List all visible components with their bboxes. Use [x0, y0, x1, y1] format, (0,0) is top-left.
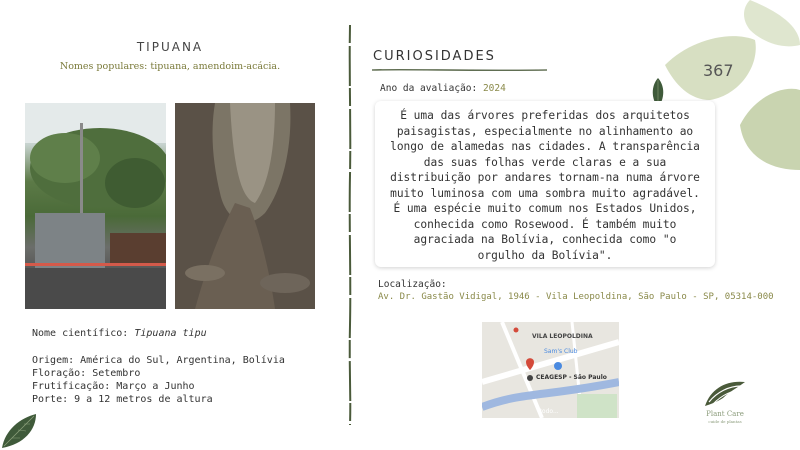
location-address: Av. Dr. Gastão Vidigal, 1946 - Vila Leopoldina, São Paulo - SP, 05314-000 — [378, 292, 774, 302]
map-place-label: CEAGESP - São Paulo — [536, 374, 607, 381]
page-number: 367 — [703, 61, 734, 80]
location-map[interactable] — [482, 322, 619, 418]
heading-underline — [372, 68, 547, 72]
curiosities-heading: CURIOSIDADES — [373, 49, 496, 64]
scientific-name — [32, 328, 207, 340]
plant-title: TIPUANA — [136, 40, 204, 54]
curiosity-text: É uma das árvores preferidas dos arquitetos paisagistas, especialmente no alinhamento ao longo de alamedas nas cidades. A transparência das suas folhas verde claras e a sua distribuição por andares tornam-na numa árvore muito luminosa com uma sombra muito agradável. É uma espécie muito comum nos Estados Unidos, conhecida como Rosewood. É também muito agraciada na Bolívia, conhecida como "o orgulho da Bolívia". — [390, 109, 700, 262]
map-road-label: Rodo... — [538, 408, 559, 415]
leaf-icon — [0, 410, 40, 450]
flowering-text: Floração: Setembro — [32, 368, 141, 379]
year-value: 2024 — [482, 83, 506, 94]
trunk-photo — [175, 103, 315, 309]
curiosity-card — [375, 101, 715, 267]
plant-care-logo-icon — [703, 378, 747, 408]
evaluation-year — [380, 83, 506, 94]
map-district-label: VILA LEOPOLDINA — [532, 333, 593, 340]
origin-text: Origem: América do Sul, Argentina, Bolívia — [32, 355, 285, 366]
map-store-label: Sam's Club — [544, 348, 578, 355]
fruiting-text: Frutificação: Março a Junho — [32, 381, 195, 392]
scientific-label: Nome científico: — [32, 328, 135, 339]
popular-names: Nomes populares: tipuana, amendoim-acácia. — [59, 61, 281, 72]
location-label: Localização: — [378, 279, 447, 290]
tree-photo — [25, 103, 166, 309]
size-text: Porte: 9 a 12 metros de altura — [32, 394, 213, 405]
brand-name: Plant Care — [706, 410, 744, 418]
divider-line — [346, 25, 354, 425]
year-label: Ano da avaliação: — [380, 83, 483, 94]
brand-tagline: cuide de plantas — [708, 419, 742, 424]
scientific-value: Tipuana tipu — [134, 328, 207, 339]
